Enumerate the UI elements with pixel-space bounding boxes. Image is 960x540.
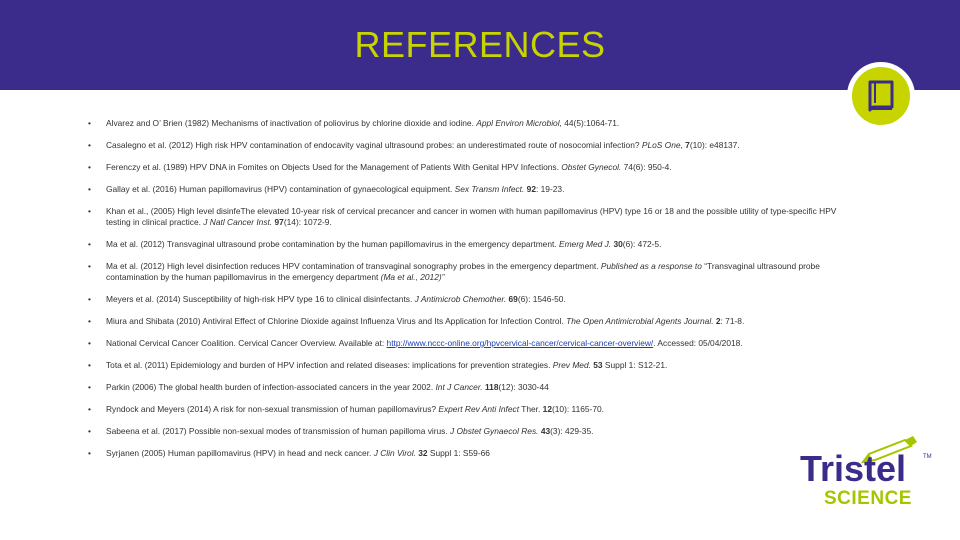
reference-text: Suppl 1: S12-21. (602, 360, 668, 370)
reference-list (88, 118, 838, 470)
reference-item (88, 360, 838, 371)
bullet-icon: • (88, 239, 91, 249)
bullet-icon: • (88, 360, 91, 370)
reference-text: Appl Environ Microbiol, (476, 118, 562, 128)
reference-text: Prev Med. (552, 360, 591, 370)
bullet-icon: • (88, 338, 91, 348)
reference-text: (10): e48137. (689, 140, 740, 150)
header-banner (0, 0, 960, 90)
bullet-icon: • (88, 261, 91, 271)
reference-text: , (680, 140, 686, 150)
reference-item (88, 162, 838, 173)
reference-item (88, 294, 838, 305)
reference-text: . Accessed: 05/04/2018. (653, 338, 743, 348)
reference-text: PLoS One (641, 140, 681, 150)
reference-text: Suppl 1: S59-66 (427, 448, 490, 458)
reference-text: 69 (508, 294, 518, 304)
bullet-icon: • (88, 382, 91, 392)
reference-text: Casalegno et al. (2012) High risk HPV contamination of endocavity vaginal ultrasound probes: an underestimated route of nosocomial infection? (106, 140, 642, 150)
reference-text: The Open Antimicrobial Agents Journal. (566, 316, 714, 326)
reference-item (88, 382, 838, 393)
reference-text: Tota et al. (2011) Epidemiology and burden of HPV infection and related diseases: implications for prevention strategies. (106, 360, 553, 370)
reference-item (88, 239, 838, 250)
reference-text: 53 (593, 360, 603, 370)
reference-text: Meyers et al. (2014) Susceptibility of high-risk HPV type 16 to clinical disinfectants. (106, 294, 415, 304)
reference-text: (3): 429-35. (550, 426, 594, 436)
reference-text: J Clin Virol. (373, 448, 416, 458)
reference-item (88, 261, 838, 283)
logo-trademark: TM (923, 454, 932, 460)
reference-text: 44(5):1064-71. (561, 118, 620, 128)
tristel-science-logo (800, 448, 940, 518)
bullet-icon: • (88, 404, 91, 414)
reference-text: (6): 472-5. (622, 239, 662, 249)
reference-text: Emerg Med J. (558, 239, 612, 249)
bullet-icon: • (88, 316, 91, 326)
reference-text: Expert Rev Anti Infect (438, 404, 520, 414)
book-icon (865, 79, 897, 113)
bullet-icon: • (88, 294, 91, 304)
reference-text: 92 (526, 184, 536, 194)
reference-text: : 19-23. (536, 184, 565, 194)
reference-text: : 71-8. (720, 316, 745, 326)
reference-text: Published as a response to (600, 261, 702, 271)
book-badge (847, 62, 915, 130)
bullet-icon: • (88, 206, 91, 216)
reference-text: Parkin (2006) The global health burden of infection-associated cancers in the year 2002. (106, 382, 436, 392)
reference-text: National Cervical Cancer Coalition. Cervical Cancer Overview. Available at: (106, 338, 387, 348)
reference-text: Ther. (519, 404, 543, 414)
reference-text: Alvarez and O’ Brien (1982) Mechanisms of inactivation of poliovirus by chlorine dioxide and iodine. (106, 118, 477, 128)
reference-text: 12 (542, 404, 552, 414)
reference-text: (12): 3030-44 (498, 382, 549, 392)
reference-text: 97 (274, 217, 284, 227)
reference-text: (Ma et al., 2012)” (380, 272, 445, 282)
reference-item (88, 426, 838, 437)
bullet-icon: • (88, 140, 91, 150)
reference-text: Obstet Gynecol. (561, 162, 622, 172)
reference-text: Ferenczy et al. (1989) HPV DNA in Fomites on Objects Used for the Management of Patients With Genital HPV Infections. (106, 162, 562, 172)
reference-text: 118 (484, 382, 499, 392)
reference-item (88, 184, 838, 195)
reference-text: Ryndock and Meyers (2014) A risk for non-sexual transmission of human papillomavirus? (106, 404, 439, 414)
reference-item (88, 316, 838, 327)
reference-text: Int J Cancer. (435, 382, 483, 392)
reference-text: 32 (418, 448, 428, 458)
reference-text: Syrjanen (2005) Human papillomavirus (HPV) in head and neck cancer. (106, 448, 374, 458)
reference-text: 7 (685, 140, 690, 150)
reference-text: Khan et al., (2005) High level disinfeThe elevated 10-year risk of cervical precancer and cancer in women with human papillomavirus (HPV) type 16 or 18 and the possible utility of type-specific HPV testing in clinical practice. (106, 206, 837, 227)
reference-text: Miura and Shibata (2010) Antiviral Effect of Chlorine Dioxide against Influenza Virus and Its Application for Infection Control. (106, 316, 567, 326)
reference-item (88, 404, 838, 415)
reference-item (88, 140, 838, 151)
bullet-icon: • (88, 184, 91, 194)
bullet-icon: • (88, 118, 91, 128)
reference-text: 43 (540, 426, 551, 436)
bullet-icon: • (88, 426, 91, 436)
reference-item (88, 448, 838, 459)
bullet-icon: • (88, 448, 91, 458)
reference-text: (6): 1546-50. (517, 294, 566, 304)
reference-link[interactable]: http://www.nccc-online.org/hpvcervical-cancer/cervical-cancer-overview/ (386, 338, 654, 348)
reference-item (88, 118, 838, 129)
reference-text: 2 (715, 316, 721, 326)
bullet-icon: • (88, 162, 91, 172)
reference-item (88, 338, 838, 349)
reference-text: J Natl Cancer Inst. (203, 217, 273, 227)
reference-text: 74(6): 950-4. (621, 162, 672, 172)
reference-text: J Obstet Gynaecol Res. (450, 426, 539, 436)
reference-text: (14): 1072-9. (283, 217, 332, 227)
reference-text: 30 (613, 239, 623, 249)
reference-text: Sabeena et al. (2017) Possible non-sexual modes of transmission of human papilloma virus. (106, 426, 451, 436)
logo-wordmark: Tristel (800, 448, 907, 489)
reference-text: J Antimicrob Chemother. (414, 294, 507, 304)
reference-text: Gallay et al. (2016) Human papillomavirus (HPV) contamination of gynaecological equipment. (106, 184, 455, 194)
page-title: REFERENCES (354, 24, 606, 65)
reference-text: (10): 1165-70. (551, 404, 604, 414)
reference-text: Ma et al. (2012) Transvaginal ultrasound probe contamination by the human papillomavirus in the emergency department. (106, 239, 559, 249)
reference-text: Sex Transm Infect. (454, 184, 525, 194)
reference-text: “Transvaginal ultrasound probe contamination by the human papillomavirus in the emergency department (106, 261, 820, 282)
logo-subtitle: SCIENCE (824, 488, 912, 509)
reference-item (88, 206, 838, 228)
reference-text: Ma et al. (2012) High level disinfection reduces HPV contamination of transvaginal sonography probes in the emergency department. (106, 261, 601, 271)
